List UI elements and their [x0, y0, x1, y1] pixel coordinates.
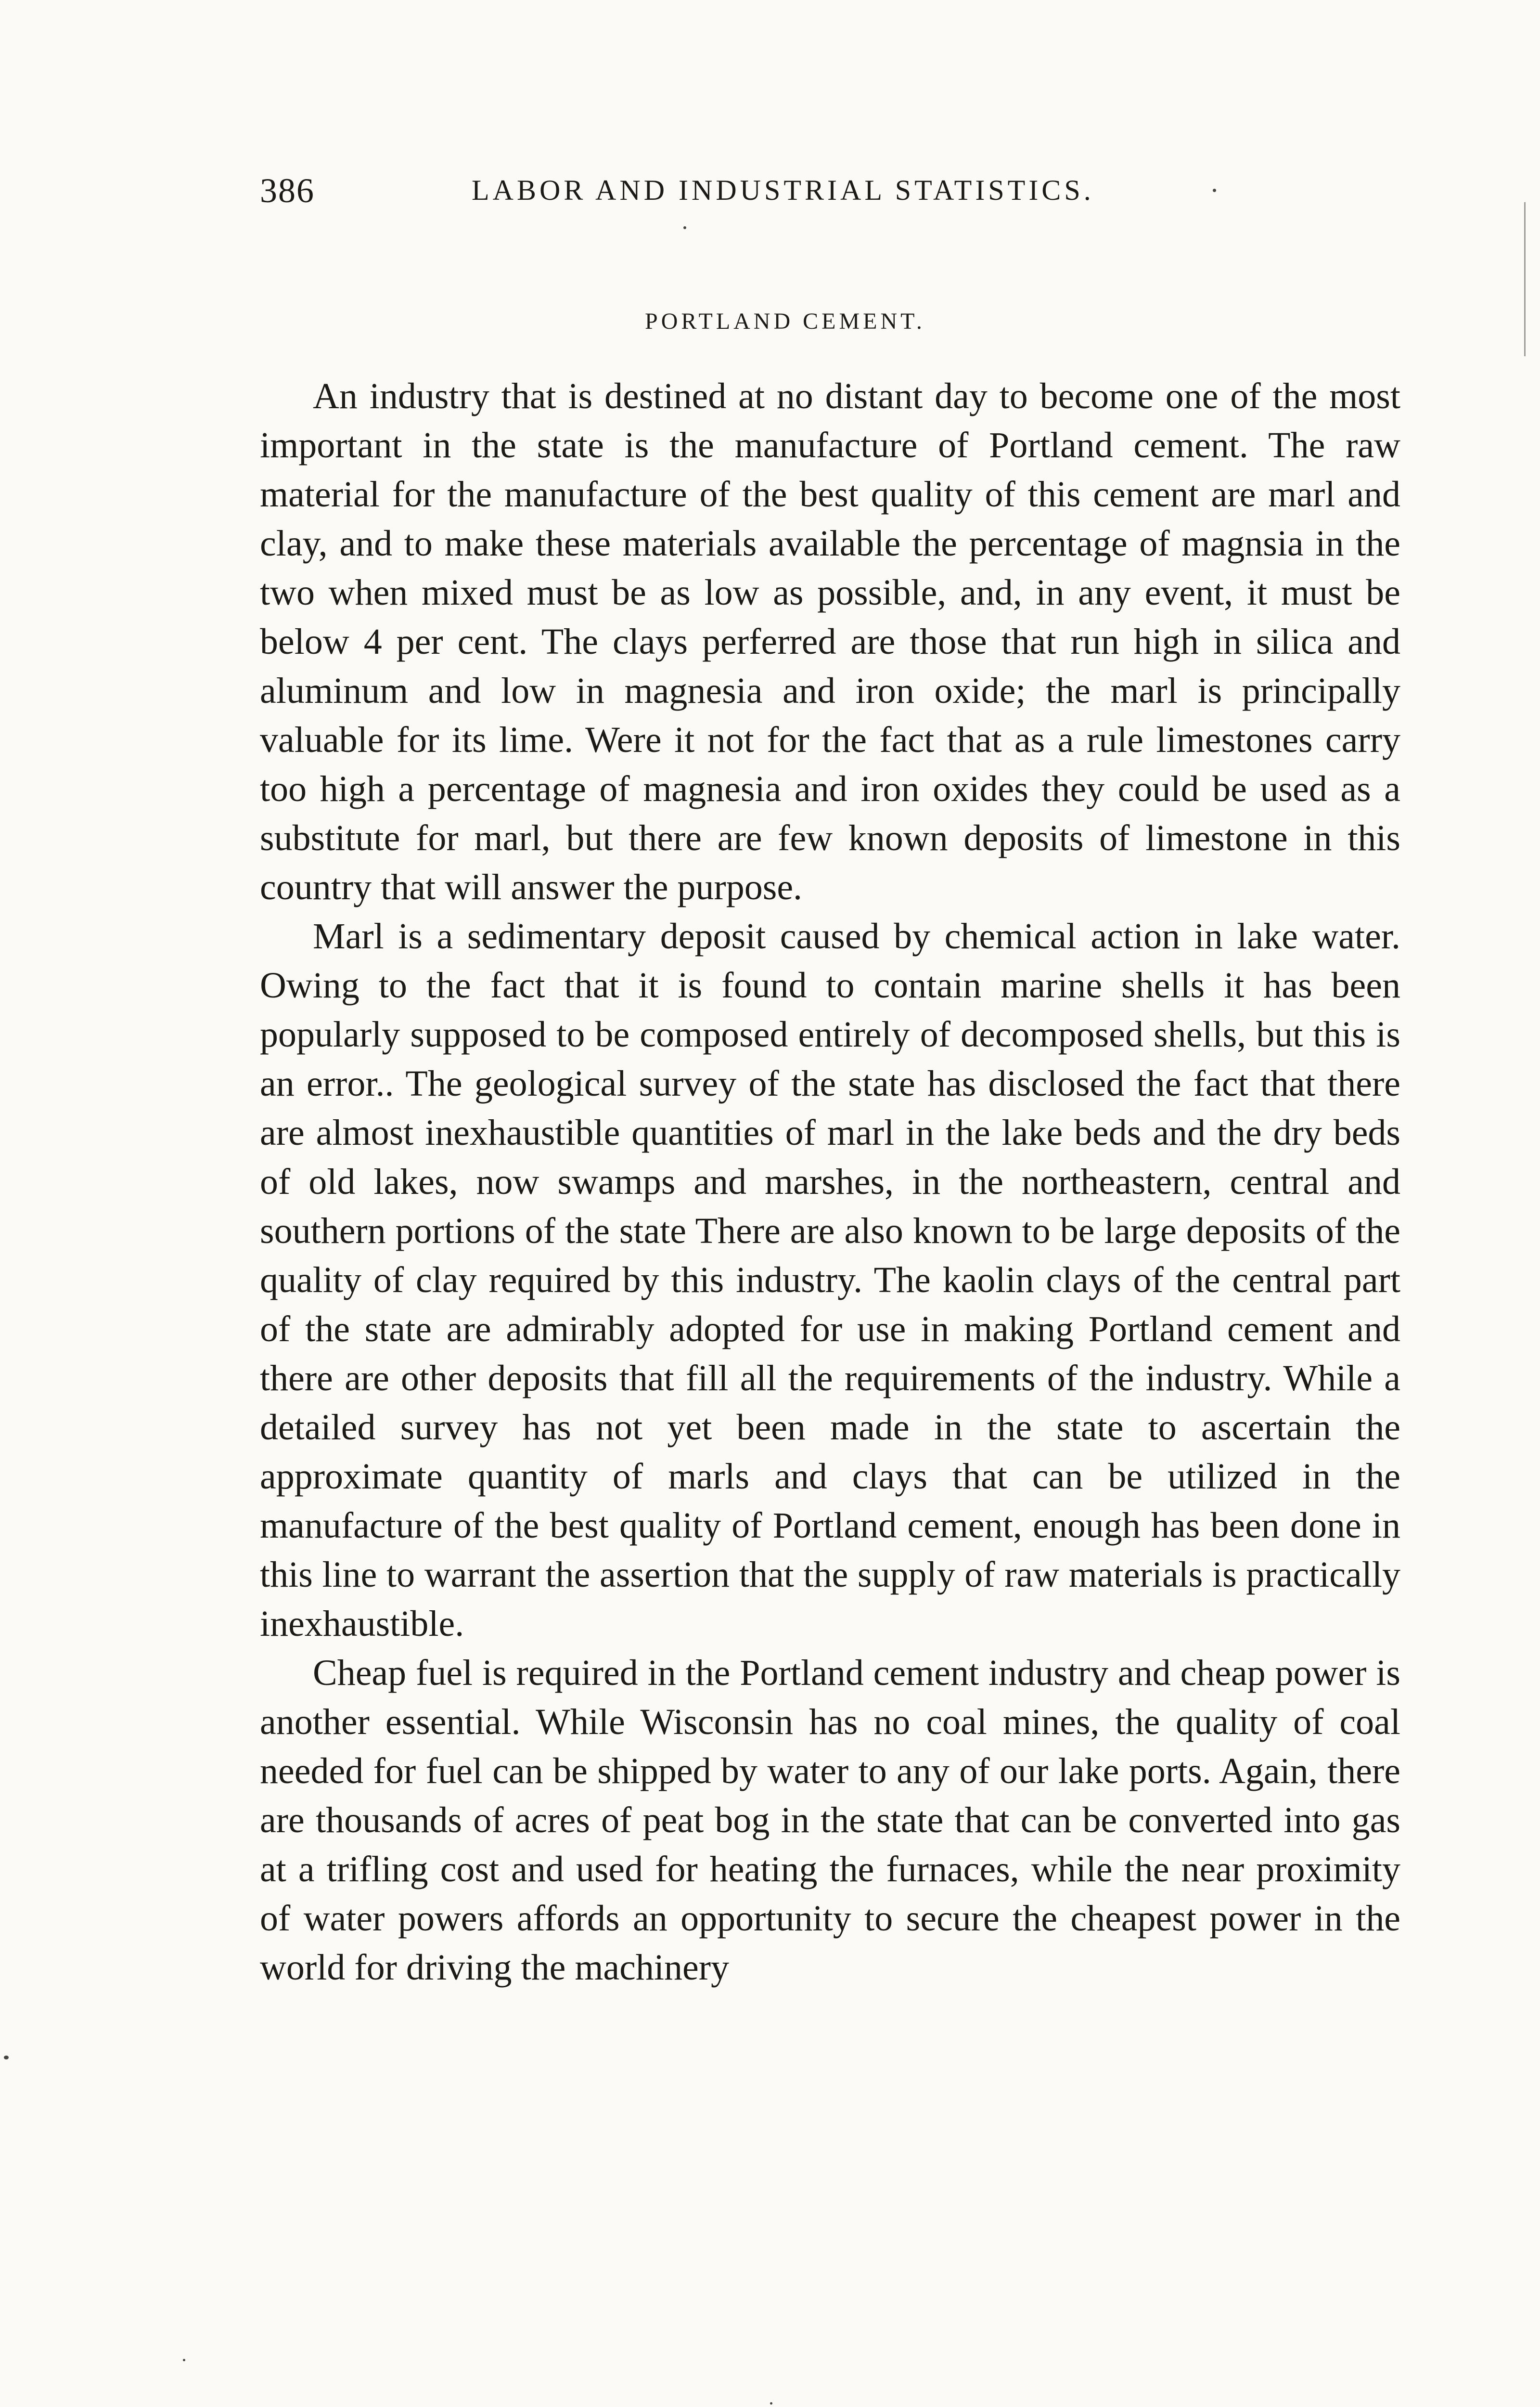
- paragraph-1: An industry that is destined at no distant day to become one of the most important in the state is the manufacture of Portland cement. The raw material for the manufacture of the best quality of this cement are marl and clay, and to make these materials available the percentage of magnsia in the two when mixed must be as low as possible, and, in any event, it must be below 4 per cent. The clays perferred are those that run high in silica and aluminum and low in magnesia and iron oxide; the marl is principally valuable for its lime. Were it not for the fact that as a rule limestones carry too high a percentage of magnesia and iron oxides they could be used as a substitute for marl, but there are few known deposits of limestone in this country that will answer the purpose.: [260, 376, 1400, 907]
- scan-speck: [1213, 189, 1216, 192]
- scan-speck: [683, 226, 686, 229]
- running-title: LABOR AND INDUSTRIAL STATISTICS.: [472, 174, 1094, 206]
- paragraph-2: Marl is a sedimentary deposit caused by chemical action in lake water. Owing to the fact that it is found to contain marine shells it has been popularly supposed to be composed entirely of decomposed shells, but this is an error.. The geological survey of the state has disclosed the fact that there are almost inexhaustible quantities of marl in the lake beds and the dry beds of old lakes, now swamps and marshes, in the northeastern, central and southern portions of the state There are also known to be large deposits of the quality of clay required by this industry. The kaolin clays of the central part of the state are admirably adopted for use in making Portland cement and there are other deposits that fill all the requirements of the industry. While a detailed survey has not yet been made in the state to ascertain the approximate quantity of marls and clays that can be utilized in the manufacture of the best quality of Portland cement, enough has been done in this line to warrant the assertion that the supply of raw materials is practically inexhaustible.: [260, 916, 1400, 1644]
- scan-speck: [770, 2402, 772, 2405]
- page-number: 386: [260, 171, 315, 210]
- paragraph-3: Cheap fuel is required in the Portland cement industry and cheap power is another essential. While Wisconsin has no coal mines, the quality of coal needed for fuel can be shipped by water to any of our lake ports. Again, there are thousands of acres of peat bog in the state that can be converted into gas at a trifling cost and used for heating the furnaces, while the near proximity of water powers affords an opportunity to secure the cheapest power in the world for driving the machinery: [260, 1653, 1400, 1988]
- section-heading: PORTLAND CEMENT.: [645, 309, 925, 334]
- scan-speck: [183, 2359, 185, 2361]
- scan-speck: [4, 2056, 9, 2059]
- body-text: [260, 372, 1400, 1992]
- running-head: [260, 171, 1415, 214]
- scan-edge-mark: [1524, 202, 1526, 356]
